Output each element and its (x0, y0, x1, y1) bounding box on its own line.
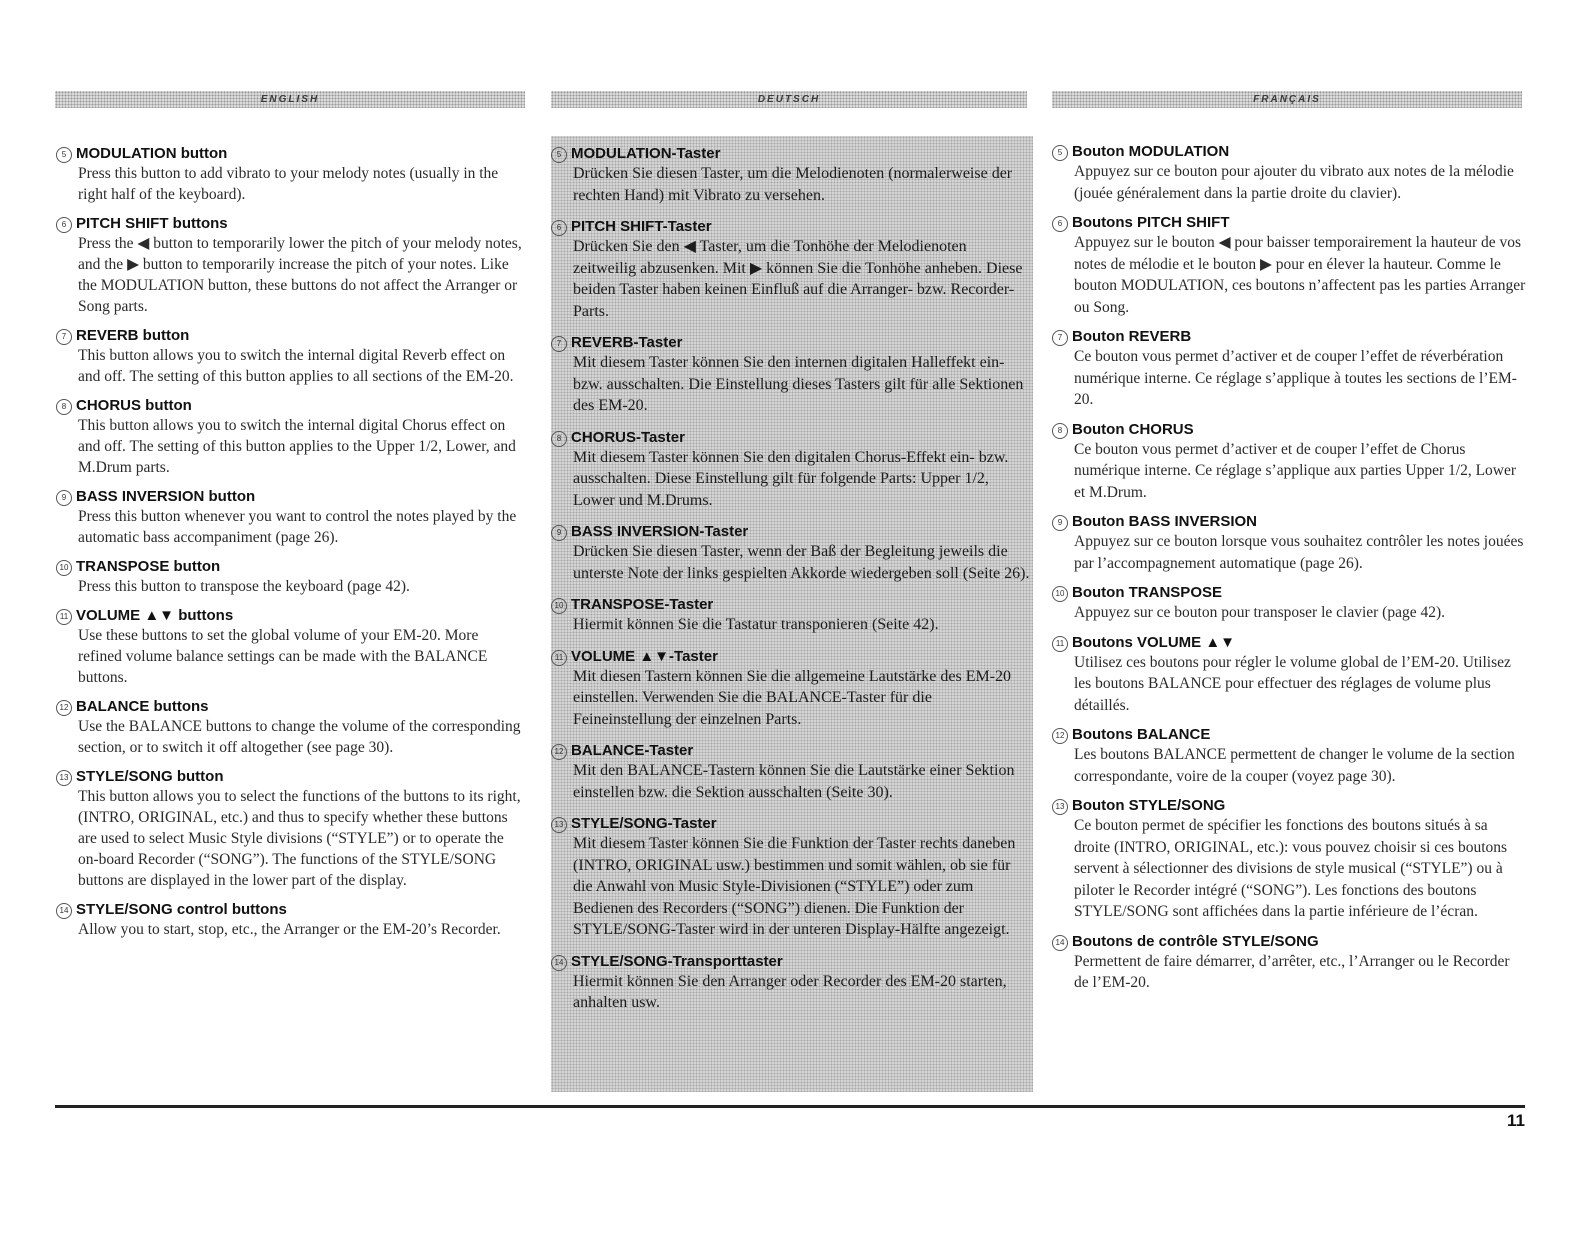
item-title: STYLE/SONG-Transporttaster (571, 952, 783, 970)
list-item (56, 606, 526, 688)
item-number: 5 (1052, 145, 1068, 161)
item-title: Bouton MODULATION (1072, 143, 1230, 160)
header-deutsch: DEUTSCH (551, 91, 1027, 108)
item-title: PITCH SHIFT-Taster (571, 218, 712, 235)
item-number: 11 (56, 609, 72, 625)
item-number: 9 (551, 525, 567, 541)
item-title: BALANCE buttons (76, 698, 209, 715)
item-body: Permettent de faire démarrer, d’arrêter, etc., l’Arranger ou le Recorder de l’EM-20. (1074, 952, 1510, 991)
item-number: 10 (1052, 586, 1068, 602)
item-number: 9 (56, 490, 72, 506)
item-number: 13 (551, 817, 567, 833)
item-body: Ce bouton permet de spécifier les fonctions des boutons situés à sa droite (INTRO, ORIGINAL, etc.): vous pouvez choisir si ces boutons servent à sélectionner des divisions de style musical (“STYLE”) ou à piloter le Recorder intégré (“SONG”). Les fonctions des boutons STYLE/SONG sont affichées dans la partie inférieure de l’écran. (1074, 817, 1508, 920)
item-number: 13 (56, 770, 72, 786)
francais-column (1052, 142, 1527, 1003)
list-item (56, 557, 526, 597)
list-item (551, 741, 1033, 803)
item-number: 14 (551, 955, 567, 971)
item-body: Appuyez sur ce bouton pour ajouter du vibrato aux notes de la mélodie (jouée généralement dans la partie droite du clavier). (1074, 163, 1514, 202)
item-number: 14 (1052, 935, 1068, 951)
item-body: Mit diesem Taster können Sie die Funktion der Taster rechts daneben (INTRO, ORIGINAL usw.) bestimmen und somit wählen, ob sie für die Anwahl von Music Style-Divisionen (“STYLE”) oder zum Bedienen des Recorders (“SONG”) dienen. Die Funktion der STYLE/SONG-Taster wird in der unteren Display-Hälfte angezeigt. (573, 835, 1016, 938)
item-title: TRANSPOSE-Taster (571, 596, 714, 613)
item-number: 6 (56, 217, 72, 233)
item-body: Drücken Sie diesen Taster, wenn der Baß der Begleitung jeweils die unterste Note der links gespielten Akkorde wiedergeben soll (Seite 26). (573, 543, 1030, 582)
item-title: CHORUS button (76, 397, 192, 414)
item-body: Allow you to start, stop, etc., the Arranger or the EM-20’s Recorder. (78, 921, 501, 938)
item-title: CHORUS-Taster (571, 428, 685, 446)
item-title: REVERB button (76, 327, 190, 344)
item-number: 11 (551, 650, 567, 666)
header-english: ENGLISH (55, 91, 525, 108)
item-title: BALANCE-Taster (571, 742, 694, 759)
item-body: Mit diesem Taster können Sie den digitalen Chorus-Effekt ein- bzw. ausschalten. Diese Einstellung gilt für folgende Parts: Upper 1/2, Lower und M.Drums. (573, 448, 1009, 509)
item-title: Bouton REVERB (1072, 328, 1192, 345)
item-body: Drücken Sie diesen Taster, um die Melodienoten (normalerweise der rechten Hand) mit Vibrato zu versehen. (573, 165, 1013, 204)
item-number: 5 (551, 147, 567, 163)
list-item (551, 814, 1033, 941)
item-number: 7 (1052, 330, 1068, 346)
item-title: Bouton CHORUS (1072, 420, 1194, 438)
item-number: 9 (1052, 515, 1068, 531)
item-body: Ce bouton vous permet d’activer et de couper l’effet de réverbération numérique interne. Ce réglage s’applique à toutes les sections de l’EM-20. (1074, 348, 1517, 408)
list-item (56, 396, 526, 478)
list-item (1052, 932, 1527, 994)
item-number: 8 (551, 431, 567, 447)
item-body: Mit den BALANCE-Tastern können Sie die Lautstärke einer Sektion einstellen bzw. die Sektion ausschalten (Seite 30). (573, 762, 1015, 801)
item-title: Boutons VOLUME ▲▼ (1072, 633, 1236, 651)
item-body: Appuyez sur ce bouton lorsque vous souhaitez contrôler les notes jouées par l’accompagnement automatique (page 26). (1074, 533, 1524, 572)
item-title: Boutons de contrôle STYLE/SONG (1072, 932, 1319, 950)
item-number: 12 (56, 700, 72, 716)
item-title: Boutons BALANCE (1072, 726, 1211, 743)
list-item (551, 144, 1033, 206)
item-body: Press the ◀ button to temporarily lower the pitch of your melody notes, and the ▶ button to temporarily increase the pitch of your notes. Like the MODULATION button, these buttons do not affect the Arranger or Song parts. (78, 235, 522, 315)
list-item (56, 487, 526, 548)
item-title: TRANSPOSE button (76, 558, 221, 575)
item-title: MODULATION-Taster (571, 145, 721, 162)
english-column (56, 144, 526, 949)
list-item (56, 214, 526, 317)
list-item (1052, 796, 1527, 923)
item-number: 7 (56, 329, 72, 345)
item-number: 7 (551, 336, 567, 352)
item-body: Hiermit können Sie die Tastatur transponieren (Seite 42). (573, 616, 939, 633)
list-item (1052, 583, 1527, 624)
list-item (551, 522, 1033, 584)
item-body: Utilisez ces boutons pour régler le volume global de l’EM-20. Utilisez les boutons BALANCE pour effectuer des réglages de volume plus détaillés. (1074, 653, 1511, 714)
list-item (56, 697, 526, 758)
footer-rule (55, 1105, 1525, 1108)
item-number: 8 (56, 399, 72, 415)
list-item (551, 333, 1033, 417)
item-title: Bouton STYLE/SONG (1072, 797, 1226, 814)
item-number: 6 (1052, 216, 1068, 232)
item-number: 11 (1052, 636, 1068, 652)
list-item (551, 647, 1033, 731)
list-item (1052, 420, 1527, 504)
item-title: STYLE/SONG control buttons (76, 901, 287, 918)
list-item (1052, 633, 1527, 717)
item-body: Use these buttons to set the global volume of your EM-20. More refined volume balance settings can be made with the BALANCE buttons. (78, 627, 488, 686)
item-title: STYLE/SONG-Taster (571, 815, 717, 832)
list-item (1052, 327, 1527, 411)
list-item (551, 952, 1033, 1014)
list-item (56, 900, 526, 940)
item-body: Use the BALANCE buttons to change the volume of the corresponding section, or to switch it off altogether (see page 30). (78, 718, 521, 756)
item-body: Press this button to transpose the keyboard (page 42). (78, 578, 410, 595)
deutsch-column (551, 136, 1033, 1092)
item-body: Hiermit können Sie den Arranger oder Recorder des EM-20 starten, anhalten usw. (573, 972, 1007, 1011)
item-body: Drücken Sie den ◀ Taster, um die Tonhöhe der Melodienoten zeitweilig abzusenken. Mit ▶ können Sie die Tonhöhe anheben. Diese beiden Taster haben keinen Einfluß auf die Arranger- bzw. Recorder-Parts. (573, 238, 1023, 320)
item-number: 8 (1052, 423, 1068, 439)
item-body: Appuyez sur le bouton ◀ pour baisser temporairement la hauteur de vos notes de mélodie et le bouton ▶ pour en élever la hauteur. Comme le bouton MODULATION, ces boutons n’affectent pas les parties Arranger ou Song. (1074, 234, 1526, 316)
page-number: 11 (1507, 1111, 1525, 1130)
item-body: Mit diesem Taster können Sie den internen digitalen Halleffekt ein- bzw. ausschalten. Die Einstellung dieses Tasters gilt für alle Sektionen des EM-20. (573, 354, 1024, 414)
header-francais: FRANÇAIS (1052, 91, 1522, 108)
item-title: BASS INVERSION button (76, 488, 256, 505)
item-title: REVERB-Taster (571, 334, 683, 351)
list-item (551, 595, 1033, 636)
item-number: 10 (56, 560, 72, 576)
list-item (1052, 512, 1527, 574)
item-number: 12 (1052, 728, 1068, 744)
item-title: Bouton TRANSPOSE (1072, 584, 1222, 601)
item-number: 5 (56, 147, 72, 163)
item-number: 14 (56, 903, 72, 919)
list-item (56, 767, 526, 891)
list-item (56, 326, 526, 387)
item-title: VOLUME ▲▼ buttons (76, 607, 234, 624)
item-number: 13 (1052, 799, 1068, 815)
item-title: BASS INVERSION-Taster (571, 523, 749, 540)
item-title: VOLUME ▲▼-Taster (571, 647, 718, 665)
list-item (56, 144, 526, 205)
item-title: MODULATION button (76, 145, 228, 162)
item-body: Mit diesen Tastern können Sie die allgemeine Lautstärke des EM-20 einstellen. Verwenden Sie die BALANCE-Taster für die Feineinstellung der einzelnen Parts. (573, 667, 1012, 728)
item-body: Les boutons BALANCE permettent de changer le volume de la section correspondante, voire de la couper (voyez page 30). (1074, 746, 1515, 785)
item-body: Appuyez sur ce bouton pour transposer le clavier (page 42). (1074, 604, 1446, 621)
item-body: This button allows you to switch the internal digital Chorus effect on and off. The setting of this button applies to the Upper 1/2, Lower, and M.Drum parts. (78, 417, 516, 476)
item-title: STYLE/SONG button (76, 768, 224, 785)
item-title: PITCH SHIFT buttons (76, 215, 228, 232)
item-number: 12 (551, 744, 567, 760)
item-title: Bouton BASS INVERSION (1072, 513, 1258, 530)
list-item (1052, 725, 1527, 787)
item-body: Press this button whenever you want to control the notes played by the automatic bass accompaniment (page 26). (78, 508, 517, 546)
item-body: This button allows you to switch the internal digital Reverb effect on and off. The setting of this button applies to all sections of the EM-20. (78, 347, 514, 385)
item-body: This button allows you to select the functions of the buttons to its right, (INTRO, ORIGINAL, etc.) and thus to specify whether these buttons are used to select Music Style divisions (“STYLE”) or to operate the on-board Recorder (“SONG”). The functions of the STYLE/SONG buttons are displayed in the lower part of the display. (78, 788, 521, 889)
list-item (1052, 213, 1527, 318)
item-body: Ce bouton vous permet d’activer et de couper l’effet de Chorus numérique interne. Ce réglage s’applique aux parties Upper 1/2, Lower et M.Drum. (1074, 440, 1517, 501)
item-number: 6 (551, 220, 567, 236)
list-item (1052, 142, 1527, 204)
item-body: Press this button to add vibrato to your melody notes (usually in the right half of the keyboard). (78, 165, 499, 203)
list-item (551, 217, 1033, 322)
item-title: Boutons PITCH SHIFT (1072, 214, 1230, 231)
item-number: 10 (551, 598, 567, 614)
list-item (551, 428, 1033, 512)
